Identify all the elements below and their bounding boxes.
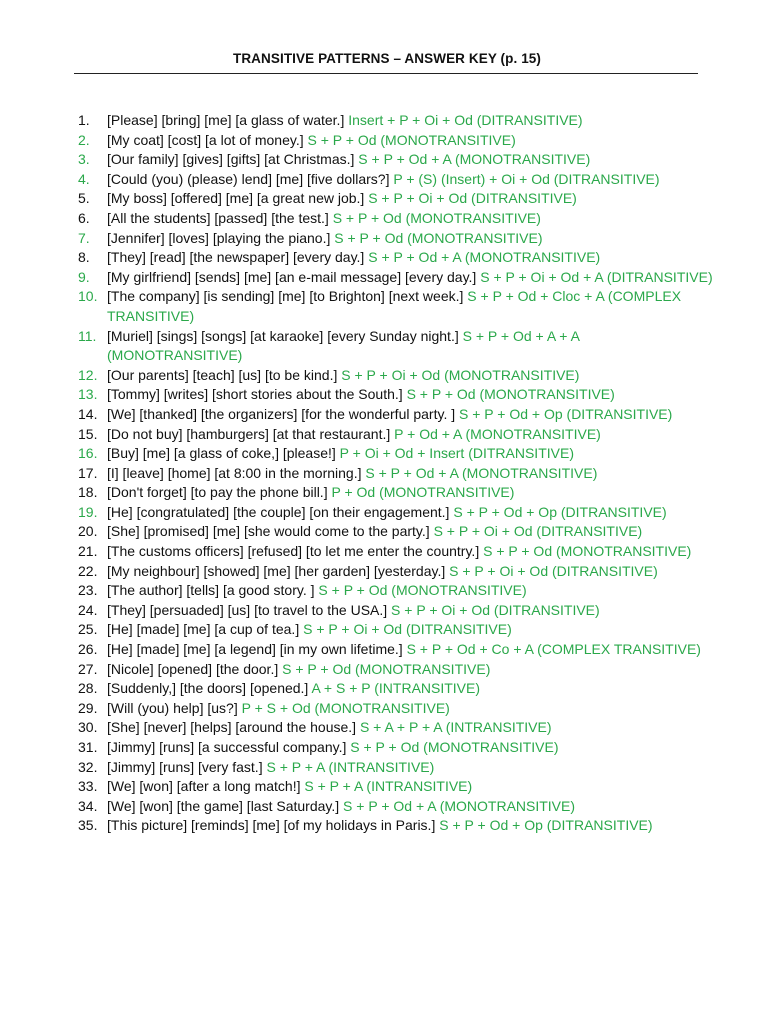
list-item (78, 287, 718, 326)
item-answer: S + P + Oi + Od (DITRANSITIVE) (391, 601, 600, 618)
item-body (107, 111, 718, 131)
item-answer: S + P + Oi + Od (DITRANSITIVE) (433, 523, 643, 540)
list-item (78, 131, 718, 151)
item-sentence: [They] [read] [the newspaper] [every day.] (107, 249, 365, 266)
item-answer: S + P + A (INTRANSITIVE) (304, 778, 473, 795)
item-body (107, 385, 718, 405)
item-number: 3. (78, 151, 90, 168)
item-answer: A + S + P (INTRANSITIVE) (311, 680, 481, 697)
item-sentence: [Muriel] [sings] [songs] [at karaoke] [every Sunday night.] (107, 327, 459, 344)
item-number: 34. (78, 797, 98, 814)
item-answer: S + P + Od + Op (DITRANSITIVE) (439, 817, 653, 834)
list-item (78, 699, 718, 719)
item-sentence: [Tommy] [writes] [short stories about the South.] (107, 386, 403, 403)
item-body (107, 268, 718, 288)
item-answer: S + P + Od + A (MONOTRANSITIVE) (368, 249, 601, 266)
list-item (78, 229, 718, 249)
item-number: 9. (78, 268, 90, 285)
list-item (78, 189, 718, 209)
item-body (107, 131, 718, 151)
item-sentence: [Don't forget] [to pay the phone bill.] (107, 484, 328, 501)
list-item (78, 248, 718, 268)
item-sentence: [We] [thanked] [the organizers] [for the wonderful party. ] (107, 405, 456, 422)
item-body (107, 327, 718, 366)
list-item (78, 601, 718, 621)
item-answer: S + P + Od + A (MONOTRANSITIVE) (358, 151, 591, 168)
list-item (78, 718, 718, 738)
list-item (78, 444, 718, 464)
item-number: 20. (78, 523, 98, 540)
item-body (107, 581, 718, 601)
item-answer: S + P + Od (MONOTRANSITIVE) (318, 582, 527, 599)
list-item (78, 797, 718, 817)
item-answer: S + P + Od + Cloc + A (COMPLEX TRANSITIVE) (107, 288, 682, 324)
item-answer: S + P + Oi + Od (MONOTRANSITIVE) (341, 366, 580, 383)
item-number: 13. (78, 386, 98, 403)
item-number: 21. (78, 543, 98, 560)
item-answer: S + P + Od + A (MONOTRANSITIVE) (365, 464, 598, 481)
item-body (107, 562, 718, 582)
item-body (107, 640, 718, 660)
item-number: 11. (78, 327, 97, 344)
list-item (78, 150, 718, 170)
item-number: 4. (78, 170, 90, 187)
item-answer: S + P + Oi + Od (DITRANSITIVE) (449, 562, 658, 579)
list-item (78, 483, 718, 503)
answer-list (78, 111, 718, 836)
item-number: 33. (78, 778, 98, 795)
item-answer: S + P + Od + A + A (MONOTRANSITIVE) (107, 327, 580, 364)
item-answer: S + P + Od + Op (DITRANSITIVE) (453, 503, 667, 520)
list-item (78, 542, 718, 562)
item-number: 5. (78, 190, 90, 207)
item-answer: P + (S) (Insert) + Oi + Od (DITRANSITIVE) (393, 170, 660, 187)
item-number: 28. (78, 680, 98, 697)
item-number: 16. (78, 445, 98, 462)
item-sentence: [Please] [bring] [me] [a glass of water.] (107, 112, 345, 128)
item-sentence: [Jimmy] [runs] [a successful company.] (107, 739, 347, 755)
list-item (78, 522, 718, 542)
item-body (107, 150, 718, 170)
item-body (107, 542, 718, 562)
item-number: 35. (78, 817, 98, 834)
item-number: 18. (78, 484, 98, 501)
item-body (107, 816, 718, 836)
item-number: 10. (78, 288, 98, 305)
item-sentence: [All the students] [passed] [the test.] (107, 209, 329, 226)
item-answer: S + P + A (INTRANSITIVE) (266, 758, 435, 775)
item-sentence: [Will (you) help] [us?] (107, 699, 238, 716)
item-sentence: [The company] [is sending] [me] [to Brighton] [next week.] (107, 288, 464, 305)
item-sentence: [We] [won] [the game] [last Saturday.] (107, 797, 340, 814)
list-item (78, 679, 718, 699)
page-title: TRANSITIVE PATTERNS – ANSWER KEY (p. 15) (232, 51, 542, 66)
list-item (78, 464, 718, 484)
item-sentence: [Do not buy] [hamburgers] [at that restaurant.] (107, 425, 391, 442)
list-item (78, 111, 718, 131)
item-body (107, 287, 718, 326)
item-number: 19. (78, 503, 98, 520)
item-answer: P + S + Od (MONOTRANSITIVE) (241, 699, 450, 716)
item-body (107, 366, 718, 386)
item-body (107, 679, 718, 699)
item-number: 26. (78, 641, 98, 658)
list-item (78, 327, 718, 366)
list-item (78, 385, 718, 405)
item-number: 14. (78, 405, 98, 422)
item-number: 32. (78, 758, 98, 775)
item-body (107, 758, 718, 778)
list-item (78, 425, 718, 445)
item-body (107, 444, 718, 464)
item-answer: S + P + Oi + Od (DITRANSITIVE) (303, 621, 512, 638)
item-body (107, 405, 718, 425)
item-number: 22. (78, 562, 98, 579)
item-number: 29. (78, 699, 98, 716)
item-sentence: [Buy] [me] [a glass of coke,] [please!] (107, 445, 336, 462)
item-sentence: [My neighbour] [showed] [me] [her garden] [yesterday.] (107, 562, 446, 579)
item-answer: P + Od + A (MONOTRANSITIVE) (394, 425, 601, 442)
item-number: 17. (78, 464, 98, 481)
list-item (78, 620, 718, 640)
list-item (78, 777, 718, 797)
item-body (107, 620, 718, 640)
item-sentence: [Our parents] [teach] [us] [to be kind.] (107, 366, 338, 383)
item-number: 7. (78, 229, 90, 246)
item-sentence: [Our family] [gives] [gifts] [at Christmas.] (107, 151, 355, 168)
item-body (107, 777, 718, 797)
item-sentence: [Could (you) (please) lend] [me] [five dollars?] (107, 170, 390, 187)
item-body (107, 718, 718, 738)
item-sentence: [We] [won] [after a long match!] (107, 778, 301, 795)
item-answer: S + A + P + A (INTRANSITIVE) (359, 719, 552, 736)
item-sentence: [They] [persuaded] [us] [to travel to the USA.] (107, 601, 388, 618)
item-sentence: [Jimmy] [runs] [very fast.] (107, 758, 263, 775)
item-body (107, 483, 718, 503)
item-answer: S + P + Od + A (MONOTRANSITIVE) (343, 797, 576, 814)
item-sentence: [He] [made] [me] [a legend] [in my own lifetime.] (107, 641, 403, 658)
title-divider (74, 73, 698, 74)
list-item (78, 640, 718, 660)
item-number: 24. (78, 601, 98, 618)
item-answer: S + P + Od (MONOTRANSITIVE) (332, 209, 541, 226)
item-answer: S + P + Od + Op (DITRANSITIVE) (459, 405, 673, 422)
item-number: 27. (78, 660, 98, 677)
item-sentence: [Jennifer] [loves] [playing the piano.] (107, 229, 331, 246)
item-answer: P + Od (MONOTRANSITIVE) (331, 484, 515, 501)
item-number: 6. (78, 209, 90, 226)
item-answer: S + P + Od (MONOTRANSITIVE) (307, 131, 516, 148)
list-item (78, 366, 718, 386)
list-item (78, 209, 718, 229)
item-number: 30. (78, 719, 98, 736)
list-item (78, 660, 718, 680)
item-number: 8. (78, 249, 90, 266)
item-body (107, 601, 718, 621)
item-answer: S + P + Od (MONOTRANSITIVE) (334, 229, 543, 246)
list-item (78, 816, 718, 836)
item-sentence: [She] [never] [helps] [around the house.] (107, 719, 357, 736)
item-number: 1. (78, 112, 90, 128)
item-number: 2. (78, 131, 90, 148)
list-item (78, 758, 718, 778)
item-number: 25. (78, 621, 98, 638)
item-number: 15. (78, 425, 98, 442)
item-body (107, 425, 718, 445)
item-sentence: [My girlfriend] [sends] [me] [an e-mail message] [every day.] (107, 268, 477, 285)
item-body (107, 170, 718, 190)
item-body (107, 209, 718, 229)
item-body (107, 189, 718, 209)
item-sentence: [I] [leave] [home] [at 8:00 in the morning.] (107, 464, 362, 481)
item-answer: S + P + Od (MONOTRANSITIVE) (406, 386, 615, 403)
item-answer: S + P + Od (MONOTRANSITIVE) (282, 660, 491, 677)
item-sentence: [My coat] [cost] [a lot of money.] (107, 131, 304, 148)
item-body (107, 464, 718, 484)
item-sentence: [The author] [tells] [a good story. ] (107, 582, 315, 599)
item-answer: S + P + Oi + Od (DITRANSITIVE) (368, 190, 577, 207)
list-item (78, 268, 718, 288)
item-answer: S + P + Od + Co + A (COMPLEX TRANSITIVE) (406, 641, 701, 658)
list-item (78, 562, 718, 582)
item-sentence: [This picture] [reminds] [me] [of my holidays in Paris.] (107, 817, 436, 834)
list-item (78, 738, 718, 758)
item-body (107, 699, 718, 719)
item-answer: P + Oi + Od + Insert (DITRANSITIVE) (339, 445, 574, 462)
item-body (107, 229, 718, 249)
list-item (78, 581, 718, 601)
item-answer: S + P + Od (MONOTRANSITIVE) (350, 739, 559, 755)
item-body (107, 522, 718, 542)
item-sentence: [She] [promised] [me] [she would come to the party.] (107, 523, 430, 540)
item-sentence: [Suddenly,] [the doors] [opened.] (107, 680, 309, 697)
item-sentence: [Nicole] [opened] [the door.] (107, 660, 279, 677)
item-sentence: [He] [made] [me] [a cup of tea.] (107, 621, 300, 638)
item-number: 31. (78, 739, 98, 755)
item-number: 23. (78, 582, 98, 599)
list-item (78, 405, 718, 425)
item-answer: S + P + Oi + Od + A (DITRANSITIVE) (480, 268, 713, 285)
item-body (107, 503, 718, 523)
item-answer: Insert + P + Oi + Od (DITRANSITIVE) (348, 112, 583, 128)
item-sentence: [My boss] [offered] [me] [a great new job.] (107, 190, 365, 207)
item-sentence: [The customs officers] [refused] [to let me enter the country.] (107, 543, 480, 560)
item-body (107, 248, 718, 268)
list-item (78, 170, 718, 190)
item-number: 12. (78, 366, 98, 383)
item-answer: S + P + Od (MONOTRANSITIVE) (483, 543, 692, 560)
item-sentence: [He] [congratulated] [the couple] [on their engagement.] (107, 503, 450, 520)
item-body (107, 660, 718, 680)
list-item (78, 503, 718, 523)
item-body (107, 797, 718, 817)
item-body (107, 738, 718, 758)
